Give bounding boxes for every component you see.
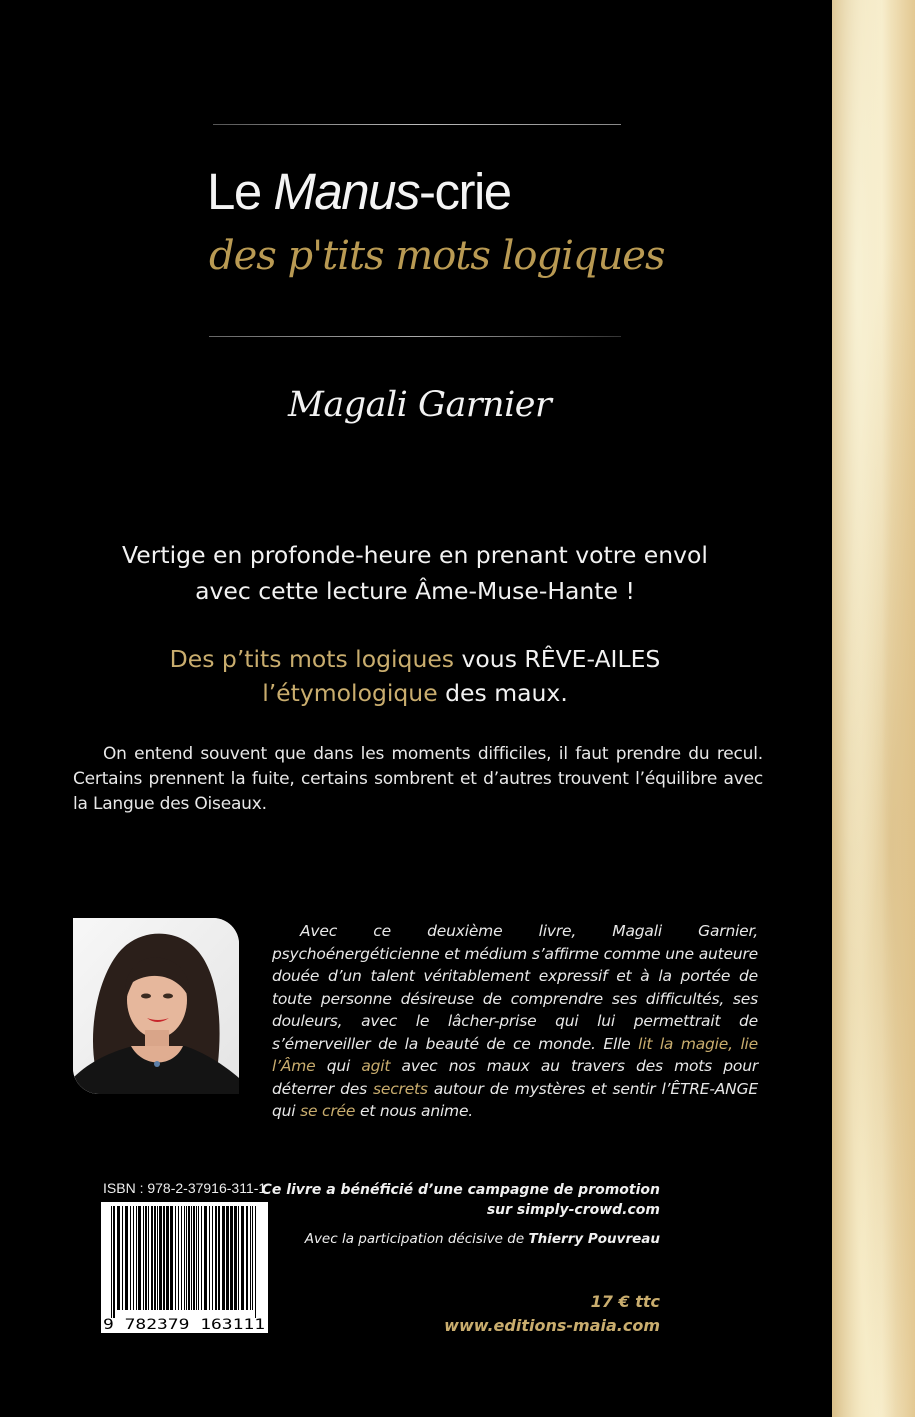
barcode-bar — [133, 1206, 134, 1310]
bio-text: qui — [315, 1057, 362, 1075]
barcode-bar — [241, 1206, 244, 1310]
author-portrait-icon — [73, 918, 239, 1094]
bio-highlight: lit la magie, lie l’Âme — [272, 1034, 758, 1075]
barcode — [101, 1202, 268, 1333]
barcode-bar — [143, 1206, 144, 1310]
barcode-bar — [159, 1206, 162, 1310]
barcode-bar — [226, 1206, 229, 1310]
barcode-digits: 9 782379 163111 — [103, 1317, 265, 1333]
bio-text: autour de mystères et sentir l’ÊTRE-ANGE qui — [272, 1079, 758, 1120]
barcode-bar — [145, 1206, 147, 1310]
bio-highlight: agit — [361, 1057, 391, 1075]
bio-highlight: secrets — [373, 1079, 428, 1098]
barcode-bar — [178, 1206, 179, 1310]
participant-name: Thierry Pouvreau — [528, 1231, 660, 1247]
barcode-bar — [138, 1206, 141, 1310]
barcode-bar — [175, 1206, 176, 1310]
barcode-bar — [250, 1206, 251, 1310]
barcode-bar — [166, 1206, 169, 1310]
title-part-crie: -crie — [418, 163, 511, 220]
author-name: Magali Garnier — [288, 385, 552, 425]
barcode-bar — [122, 1206, 123, 1310]
barcode-bar — [191, 1206, 192, 1310]
barcode-bar — [181, 1206, 182, 1310]
barcode-bar — [238, 1206, 239, 1310]
author-bio — [272, 920, 758, 1123]
barcode-bar — [130, 1206, 131, 1310]
promo-line-1: Ce livre a bénéficié d’une campagne de promotion — [261, 1182, 660, 1198]
barcode-bar — [170, 1206, 173, 1310]
promo-line-2: sur simply-crowd.com — [486, 1202, 660, 1218]
title-rule-top — [213, 124, 621, 125]
bio-text: avec nos maux au travers des mots pour déterrer des — [272, 1057, 758, 1098]
highlight-text: l’étymologique — [262, 679, 438, 707]
bio-text: et nous anime. — [355, 1102, 474, 1120]
barcode-bar — [111, 1206, 112, 1318]
book-subtitle: des p'tits mots logiques — [209, 233, 665, 279]
barcode-bar — [204, 1206, 207, 1310]
participation-note — [305, 1231, 660, 1247]
publisher-website: www.editions-maia.com — [444, 1316, 660, 1335]
barcode-bar — [230, 1206, 233, 1310]
intro-paragraph: On entend souvent que dans les moments difficiles, il faut prendre du recul. Certains prennent la fuite, certains sombrent et d’autres trouvent l’équilibre avec la Langue des Oiseaux. — [73, 744, 763, 814]
barcode-bar — [163, 1206, 165, 1310]
tagline-secondary-line-1 — [60, 642, 770, 676]
barcode-bar — [246, 1206, 248, 1310]
barcode-bar — [136, 1206, 137, 1310]
bio-text: Avec ce deuxième livre, Magali Garnier, psychoénergéticienne et médium s’affirme comme une auteure douée d’un talent véritablement expressif et à la portée de toute personne désireuse de comprendre ses difficultés, ses douleurs, avec le lâcher-prise qui lui permettrait de s’émerveiller de la beauté de ce monde. Elle — [272, 922, 758, 1053]
isbn: ISBN : 978-2-37916-311-1 — [103, 1180, 267, 1196]
barcode-bar — [255, 1206, 256, 1318]
barcode-bar — [117, 1206, 120, 1310]
barcode-bar — [184, 1206, 185, 1310]
barcode-bar — [222, 1206, 225, 1310]
barcode-icon — [101, 1202, 268, 1333]
barcode-bar — [157, 1206, 158, 1310]
participation-text: Avec la participation décisive de — [304, 1231, 529, 1247]
promo-note — [262, 1180, 660, 1220]
author-photo — [73, 918, 239, 1094]
barcode-bar — [196, 1206, 197, 1310]
barcode-bar — [154, 1206, 156, 1310]
barcode-bar — [148, 1206, 149, 1310]
barcode-bar — [218, 1206, 220, 1310]
barcode-bar — [252, 1206, 253, 1310]
tagline-line-2: avec cette lecture Âme-Muse-Hante ! — [195, 577, 635, 605]
barcode-bar — [186, 1206, 187, 1310]
book-spine — [832, 0, 915, 1417]
barcode-bar — [209, 1206, 210, 1310]
tagline-line-1: Vertige en profonde-heure en prenant votre envol — [122, 541, 708, 569]
plain-text: des maux. — [437, 679, 568, 707]
book-title — [207, 162, 627, 221]
tagline-secondary-line-2 — [60, 676, 770, 710]
price: 17 € ttc — [590, 1292, 660, 1311]
title-part-manus: Manus — [273, 163, 419, 220]
barcode-bar — [113, 1206, 115, 1318]
barcode-bar — [125, 1206, 128, 1310]
barcode-bar — [234, 1206, 237, 1310]
barcode-bar — [198, 1206, 199, 1310]
title-part-le: Le — [207, 163, 274, 220]
highlight-text: Des p’tits mots logiques — [169, 645, 455, 673]
title-rule-bottom — [209, 336, 621, 337]
barcode-bars — [111, 1206, 256, 1318]
barcode-bar — [151, 1206, 153, 1310]
barcode-bar — [193, 1206, 195, 1310]
barcode-bar — [212, 1206, 213, 1310]
bio-highlight: se crée — [300, 1102, 356, 1120]
barcode-bar — [215, 1206, 217, 1310]
barcode-bar — [201, 1206, 202, 1310]
plain-text: vous RÊVE-AILES — [454, 645, 661, 673]
barcode-bar — [188, 1206, 190, 1310]
tagline-secondary — [60, 642, 770, 710]
tagline — [60, 537, 770, 609]
